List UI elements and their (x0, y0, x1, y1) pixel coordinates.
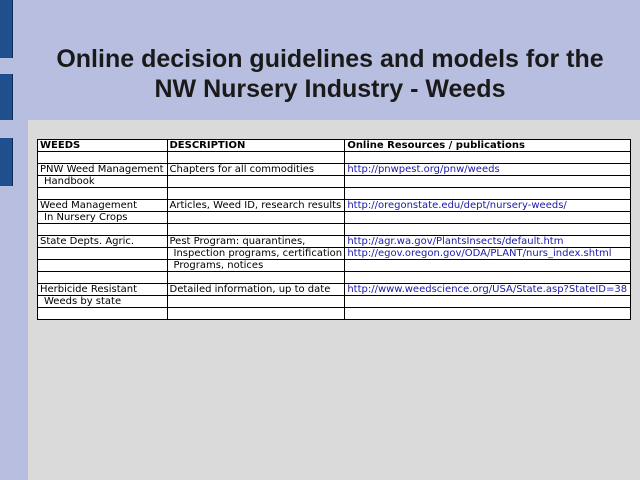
weeds-cell: Handbook (38, 176, 168, 188)
table-row (38, 260, 631, 272)
resource-cell (345, 248, 631, 260)
resource-link-pnwpest[interactable]: http://pnwpest.org/pnw/weeds (347, 164, 500, 175)
header-weeds: WEEDS (38, 140, 168, 152)
weeds-cell (38, 248, 168, 260)
description-cell (167, 212, 345, 224)
table-row (38, 284, 631, 296)
description-cell: Programs, notices (167, 260, 345, 272)
table-row (38, 236, 631, 248)
weeds-cell: In Nursery Crops (38, 212, 168, 224)
table-row (38, 164, 631, 176)
table-row (38, 296, 631, 308)
resource-cell (345, 212, 631, 224)
title-line-2: NW Nursery Industry - Weeds (154, 75, 506, 103)
weeds-cell: Weed Management (38, 200, 168, 212)
description-cell (167, 176, 345, 188)
header-resources: Online Resources / publications (345, 140, 631, 152)
table-spacer-row (38, 308, 631, 320)
header-description: DESCRIPTION (167, 140, 345, 152)
page-title (30, 44, 630, 104)
weeds-cell: Weeds by state (38, 296, 168, 308)
weeds-cell: Herbicide Resistant (38, 284, 168, 296)
resource-link-egov-oregon[interactable]: http://egov.oregon.gov/ODA/PLANT/nurs_index.shtml (347, 248, 612, 259)
table-spacer-row (38, 188, 631, 200)
side-tab-2 (0, 74, 13, 120)
side-tab-3 (0, 138, 13, 186)
table-row (38, 176, 631, 188)
table-row (38, 248, 631, 260)
resources-table (37, 139, 631, 320)
table-header-row (38, 140, 631, 152)
resource-cell (345, 200, 631, 212)
description-cell: Articles, Weed ID, research results (167, 200, 345, 212)
description-cell (167, 296, 345, 308)
resource-cell (345, 164, 631, 176)
side-tab-1 (0, 0, 13, 58)
resource-link-agr-wa[interactable]: http://agr.wa.gov/PlantsInsects/default.htm (347, 236, 564, 247)
resource-cell (345, 284, 631, 296)
resource-cell (345, 296, 631, 308)
weeds-cell: PNW Weed Management (38, 164, 168, 176)
description-cell: Detailed information, up to date (167, 284, 345, 296)
resource-link-weedscience[interactable]: http://www.weedscience.org/USA/State.asp?StateID=38 (347, 284, 628, 295)
weeds-cell: State Depts. Agric. (38, 236, 168, 248)
table-spacer-row (38, 272, 631, 284)
resource-cell (345, 260, 631, 272)
table-spacer-row (38, 152, 631, 164)
resource-cell (345, 176, 631, 188)
table-row (38, 212, 631, 224)
table-spacer-row (38, 224, 631, 236)
description-cell: Pest Program: quarantines, (167, 236, 345, 248)
table-row (38, 200, 631, 212)
title-line-1: Online decision guidelines and models for the (56, 45, 604, 73)
description-cell: Chapters for all commodities (167, 164, 345, 176)
weeds-cell (38, 260, 168, 272)
content-area (28, 120, 640, 480)
description-cell: Inspection programs, certification (167, 248, 345, 260)
resource-link-oregonstate[interactable]: http://oregonstate.edu/dept/nursery-weeds/ (347, 200, 567, 211)
resource-cell (345, 236, 631, 248)
